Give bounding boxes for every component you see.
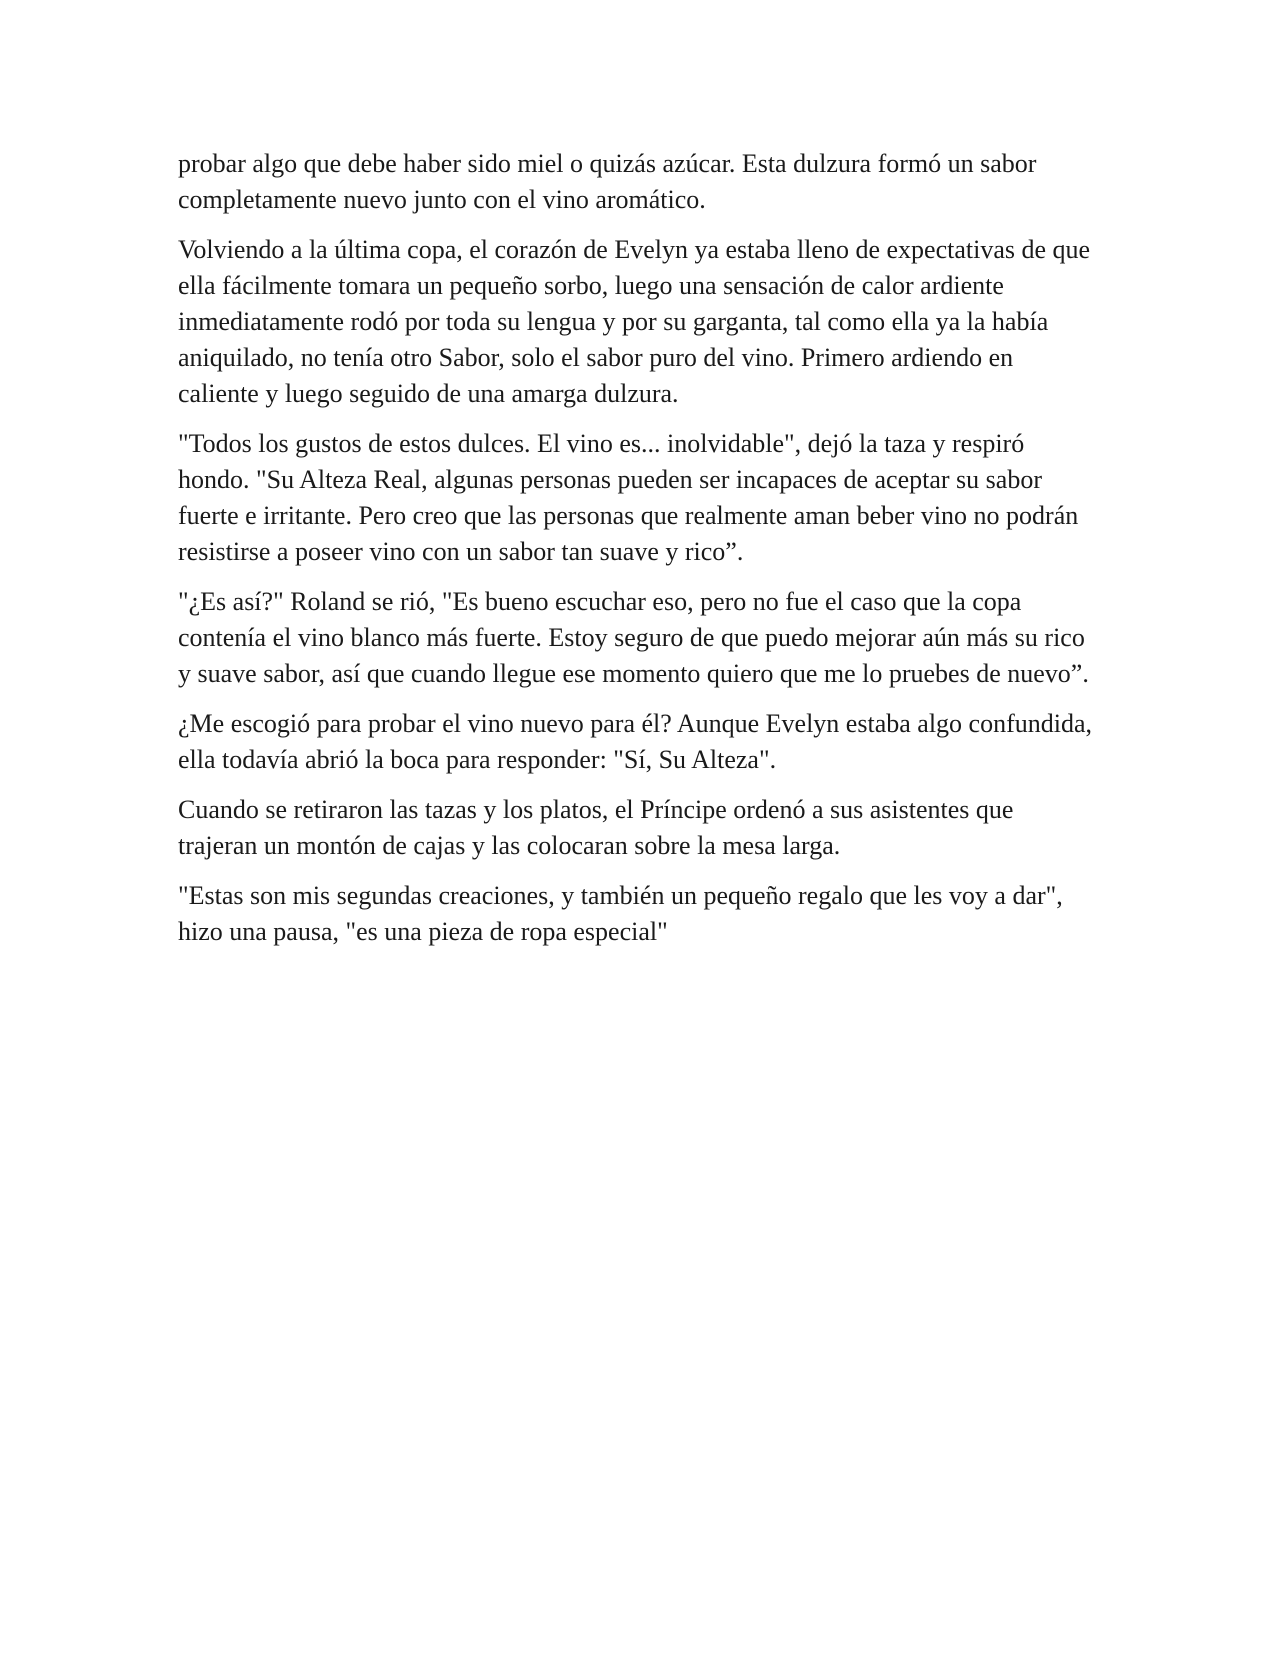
document-body: [178, 146, 1098, 964]
paragraph-1: probar algo que debe haber sido miel o quizás azúcar. Esta dulzura formó un sabor completamente nuevo junto con el vino aromático.: [178, 149, 1037, 214]
paragraph-3: "Todos los gustos de estos dulces. El vino es... inolvidable", dejó la taza y respiró hondo. "Su Alteza Real, algunas personas pueden ser incapaces de aceptar su sabor fuerte e irritante. Pero creo que las personas que realmente aman beber vino no podrán resistirse a poseer vino con un sabor tan suave y rico”.: [178, 429, 1079, 566]
paragraph-6: Cuando se retiraron las tazas y los platos, el Príncipe ordenó a sus asistentes que trajeran un montón de cajas y las colocaran sobre la mesa larga.: [178, 795, 1014, 860]
paragraph-7: "Estas son mis segundas creaciones, y también un pequeño regalo que les voy a dar", hizo una pausa, "es una pieza de ropa especial": [178, 881, 1063, 946]
paragraph-4: "¿Es así?" Roland se rió, "Es bueno escuchar eso, pero no fue el caso que la copa contenía el vino blanco más fuerte. Estoy seguro de que puedo mejorar aún más su rico y suave sabor, así que cuando llegue ese momento quiero que me lo pruebes de nuevo”.: [178, 587, 1089, 688]
paragraph-5: ¿Me escogió para probar el vino nuevo para él? Aunque Evelyn estaba algo confundida, ella todavía abrió la boca para responder: "Sí, Su Alteza".: [178, 709, 1092, 774]
paragraph-2: Volviendo a la última copa, el corazón de Evelyn ya estaba lleno de expectativas de que ella fácilmente tomara un pequeño sorbo, luego una sensación de calor ardiente inmediatamente rodó por toda su lengua y por su garganta, tal como ella ya la había aniquilado, no tenía otro Sabor, solo el sabor puro del vino. Primero ardiendo en caliente y luego seguido de una amarga dulzura.: [178, 235, 1091, 408]
